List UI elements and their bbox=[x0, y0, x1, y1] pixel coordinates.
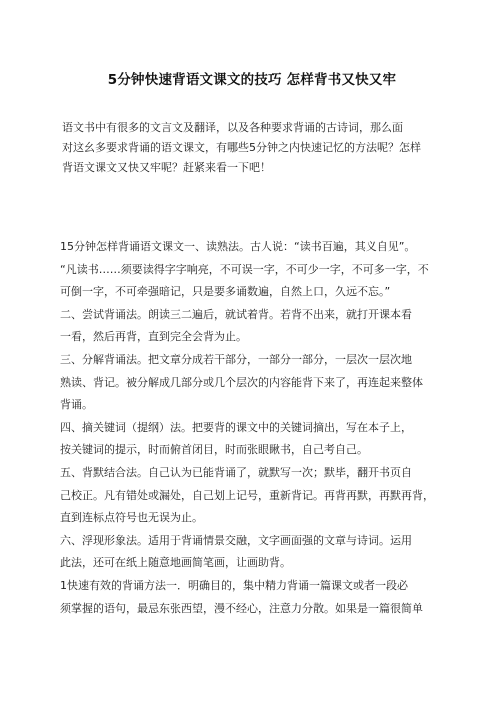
body-line: 熟读、背记。被分解成几部分或几个层次的内容能背下来了，再连起来整体 bbox=[60, 375, 423, 389]
body-line: 二、尝试背诵法。朗读三二遍后，就试着背。若背不出来，就打开课本看 bbox=[60, 307, 412, 321]
body-line: 1快速有效的背诵方法一．明确目的，集中精力背诵一篇课文或者一段必 bbox=[60, 578, 408, 592]
body-line: 五、背默结合法。自己认为已能背诵了，就默写一次；默毕，翻开书页自 bbox=[60, 465, 412, 479]
body-line: 一看，然后再背，直到完全会背为止。 bbox=[60, 330, 247, 344]
intro-paragraph bbox=[62, 118, 447, 178]
body-line: 按关键词的提示，时而俯首闭目，时而张眼瞅书，自己考自己。 bbox=[60, 443, 368, 457]
intro-line: 对这幺多要求背诵的语文课文，有哪些5分钟之内快速记忆的方法呢？怎样 bbox=[62, 141, 421, 154]
body-line: 四、摘关键词（提纲）法。把要背的课文中的关键词摘出，写在本子上， bbox=[60, 420, 412, 434]
body-line: 15分钟怎样背诵语文课文一、读熟法。古人说：“读书百遍，其义自见”。 bbox=[60, 240, 416, 253]
document-title: 5分钟快速背语文课文的技巧 怎样背书又快又牢 bbox=[107, 72, 397, 88]
body-line: 可倒一字，不可牵强暗记，只是要多诵数遍，自然上口，久远不忘。” bbox=[60, 285, 391, 299]
body-line: 须掌握的语句，最忌东张西望，漫不经心，注意力分散。如果是一篇很简单 bbox=[60, 601, 423, 615]
intro-line: 背语文课文又快又牢呢？赶紧来看一下吧！ bbox=[62, 161, 271, 174]
body-line: 己校正。凡有错处或漏处，自己划上记号，重新背记。再背再默，再默再背， bbox=[60, 488, 434, 502]
body-line: 此法，还可在纸上随意地画简笔画，让画助背。 bbox=[60, 556, 291, 570]
body-line: 背诵。 bbox=[60, 398, 93, 412]
intro-line: 语文书中有很多的文言文及翻译，以及各种要求背诵的古诗词，那么面 bbox=[62, 121, 403, 134]
body-line: 六、浮现形象法。适用于背诵情景交融，文字画面强的文章与诗词。运用 bbox=[60, 533, 412, 547]
body-text bbox=[60, 236, 450, 620]
body-line: “凡读书……须要读得字字响亮，不可误一字，不可少一字，不可多一字，不 bbox=[60, 262, 429, 276]
body-line: 直到连标点符号也无误为止。 bbox=[60, 511, 203, 525]
body-line: 三、分解背诵法。把文章分成若干部分，一部分一部分，一层次一层次地 bbox=[60, 352, 412, 366]
